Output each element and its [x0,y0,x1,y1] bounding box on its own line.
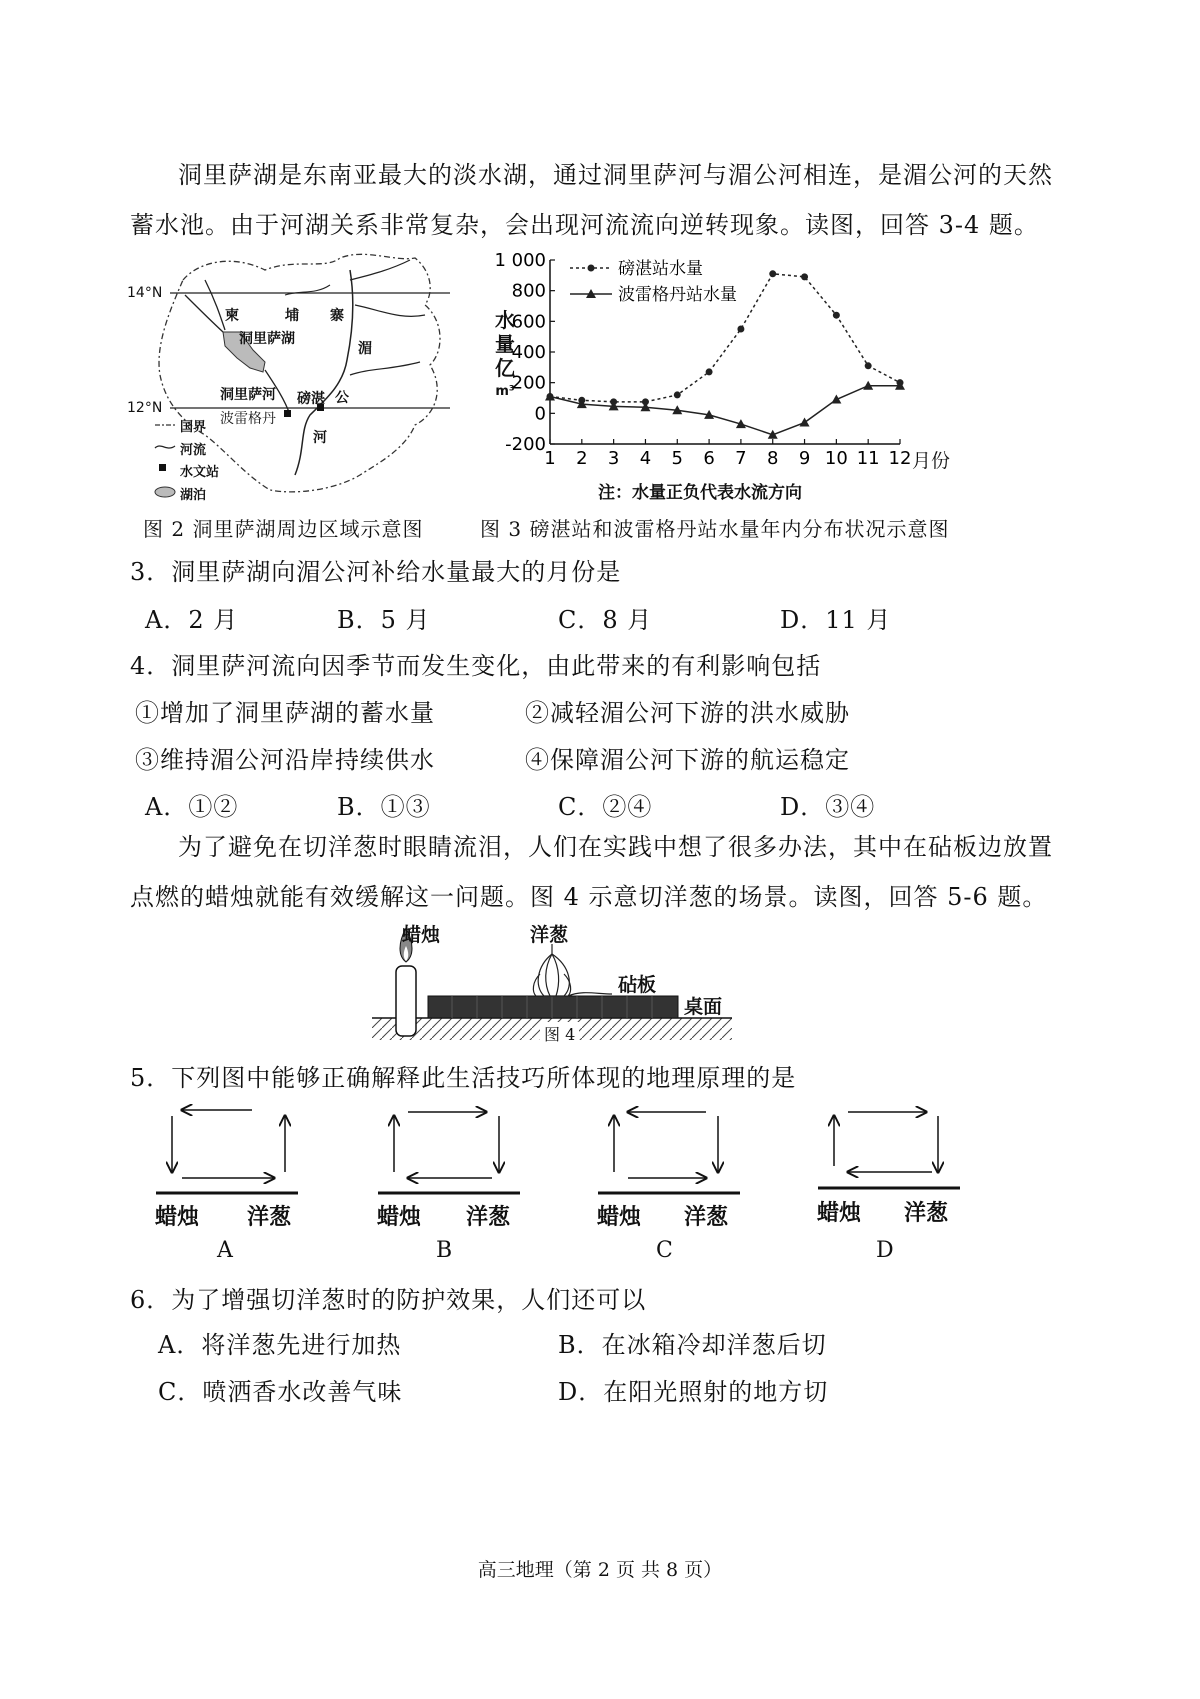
y-tick-label: 600 [511,311,546,333]
q5-c-arrows [594,1100,744,1200]
mekong-char-1: 湄 [358,341,372,357]
page-footer: 高三地理（第 2 页 共 8 页） [477,1559,723,1581]
mekong-char-2: 公 [335,390,349,406]
q4-item-4: ④保障湄公河下游的航运稳定 [525,746,850,774]
series-1-point [865,362,872,369]
lat-12-label: 12°N [127,400,163,416]
series-1-point [769,270,776,277]
scene-candle-label: 蜡烛 [402,924,441,946]
series-line-2 [550,386,900,435]
scene-board-label: 砧板 [618,974,657,996]
x-tick-label: 7 [735,448,747,469]
x-tick-label: 4 [639,448,652,469]
q3-option-b: B．5 月 [337,606,431,634]
x-tick-label: 12 [888,448,912,469]
q6-option-c: C．喷洒香水改善气味 [158,1378,403,1406]
q5-b-left-label: 蜡烛 [377,1205,422,1230]
figure-3-chart [490,248,1050,506]
chart-y-label [492,308,518,404]
chart-x-suffix: 月份 [912,450,951,472]
ylabel-unit: m³ [495,384,515,399]
series-2-point [800,418,810,427]
intro-paragraph-2: 为了避免在切洋葱时眼睛流泪，人们在实践中想了很多办法，其中在砧板边放置点燃的蜡烛就能有效缓解这一问题。图 4 示意切洋葱的场景。读图，回答 5-6 题。 [130,833,1053,911]
q5-b-right-label: 洋葱 [466,1205,511,1230]
legend-label-2: 波雷格丹站水量 [618,285,737,305]
q5-diagram-a[interactable] [152,1100,302,1270]
series-1-point [706,368,713,375]
q6-option-d: D．在阳光照射的地方切 [558,1378,829,1406]
x-tick-label: 3 [607,448,620,469]
country-char-3: 寨 [330,308,344,324]
ylabel-char-2: 量 [495,332,515,356]
x-tick-label: 1 [544,448,556,469]
y-tick-label: 400 [511,342,546,363]
q4-item-2: ②减轻湄公河下游的洪水威胁 [525,699,850,727]
chart-svg [490,248,1050,506]
q5-d-letter: D [876,1238,894,1263]
q5-diagram-d[interactable] [814,1100,964,1270]
legend-station-label: 水文站 [180,465,220,480]
q5-diagram-b[interactable] [374,1100,524,1270]
legend-lake-label: 湖泊 [180,488,207,503]
series-2-point [545,391,555,400]
q5-c-letter: C [656,1238,673,1263]
y-tick-label: 800 [511,280,546,302]
q5-d-arrows [814,1100,964,1200]
map-drawing [125,250,465,505]
river-label: 洞里萨河 [220,387,276,403]
ylabel-char-3: 亿 [495,356,515,380]
x-tick-label: 8 [767,448,779,469]
y-tick-label: 1 000 [494,250,546,271]
figure-2-caption: 图 2 洞里萨湖周边区域示意图 [143,517,424,541]
country-char-1: 柬 [225,308,239,324]
q5-a-arrows [152,1100,302,1200]
question-6-stem: 6．为了增强切洋葱时的防护效果，人们还可以 [130,1286,647,1314]
figure-2-map [125,250,465,505]
lat-14-label: 14°N [127,285,163,301]
x-tick-label: 9 [798,448,811,469]
y-tick-label: 0 [534,403,546,425]
station-poleng-label: 磅湛 [297,391,325,407]
q5-d-left-label: 蜡烛 [817,1201,862,1226]
chart-note: 注：水量正负代表水流方向 [598,483,802,503]
q3-option-d: D．11 月 [780,606,892,634]
x-tick-label: 11 [856,448,880,469]
station-borei-marker [284,410,291,417]
question-4-stem: 4．洞里萨河流向因季节而发生变化，由此带来的有利影响包括 [130,652,822,680]
q5-a-right-label: 洋葱 [247,1205,292,1230]
x-tick-label: 10 [824,448,848,469]
mekong-char-3: 河 [313,430,327,446]
q5-d-right-label: 洋葱 [904,1201,949,1226]
candle-body [396,966,416,1036]
q3-option-c: C．8 月 [558,606,653,634]
y-tick-label: 200 [511,372,546,394]
q6-option-a: A．将洋葱先进行加热 [158,1331,402,1359]
q4-option-d: D．③④ [780,793,876,821]
legend-border-label: 国界 [180,420,207,435]
lake-label: 洞里萨湖 [239,331,295,347]
x-tick-label: 5 [671,448,683,469]
figure-4-scene [372,918,732,1046]
ylabel-char-1: 水 [495,308,515,332]
figure-4-caption: 图 4 [540,1022,579,1045]
x-tick-label: 2 [576,448,588,469]
legend-marker-1 [588,265,595,272]
q6-option-b: B．在冰箱冷却洋葱后切 [558,1331,827,1359]
q5-b-arrows [374,1100,524,1200]
q4-option-b: B．①③ [337,793,431,821]
x-tick-label: 6 [703,448,715,469]
q5-c-right-label: 洋葱 [684,1205,729,1230]
legend-label-1: 磅湛站水量 [618,259,703,279]
legend-river-label: 河流 [180,443,207,458]
q4-option-c: C．②④ [558,793,653,821]
scene-table-label: 桌面 [684,996,723,1018]
scene-onion-label: 洋葱 [530,924,569,946]
q4-item-3: ③维持湄公河沿岸持续供水 [135,746,435,774]
onion-icon [533,944,612,996]
question-5-stem: 5．下列图中能够正确解释此生活技巧所体现的地理原理的是 [130,1064,797,1092]
q5-a-letter: A [217,1238,233,1263]
figure-3-caption: 图 3 磅湛站和波雷格丹站水量年内分布状况示意图 [480,517,950,541]
q5-diagram-c[interactable] [594,1100,744,1270]
q4-option-a: A．①② [145,793,239,821]
series-1-point [737,326,744,333]
q3-option-a: A．2 月 [145,606,239,634]
q5-c-left-label: 蜡烛 [597,1205,642,1230]
intro-paragraph-1: 洞里萨湖是东南亚最大的淡水湖，通过洞里萨河与湄公河相连，是湄公河的天然蓄水池。由于河湖关系非常复杂，会出现河流流向逆转现象。读图，回答 3-4 题。 [130,161,1053,239]
y-tick-label: -200 [505,434,546,455]
station-borei-label: 波雷格丹 [220,411,276,427]
country-char-2: 埔 [285,308,299,324]
q5-a-left-label: 蜡烛 [155,1205,200,1230]
q4-item-1: ①增加了洞里萨湖的蓄水量 [135,699,435,727]
question-3-stem: 3．洞里萨湖向湄公河补给水量最大的月份是 [130,558,622,586]
series-1-point [833,312,840,319]
q5-b-letter: B [436,1238,453,1263]
series-2-point [831,395,841,404]
series-1-point [674,391,681,398]
cutting-board [428,996,678,1018]
series-1-point [801,273,808,280]
